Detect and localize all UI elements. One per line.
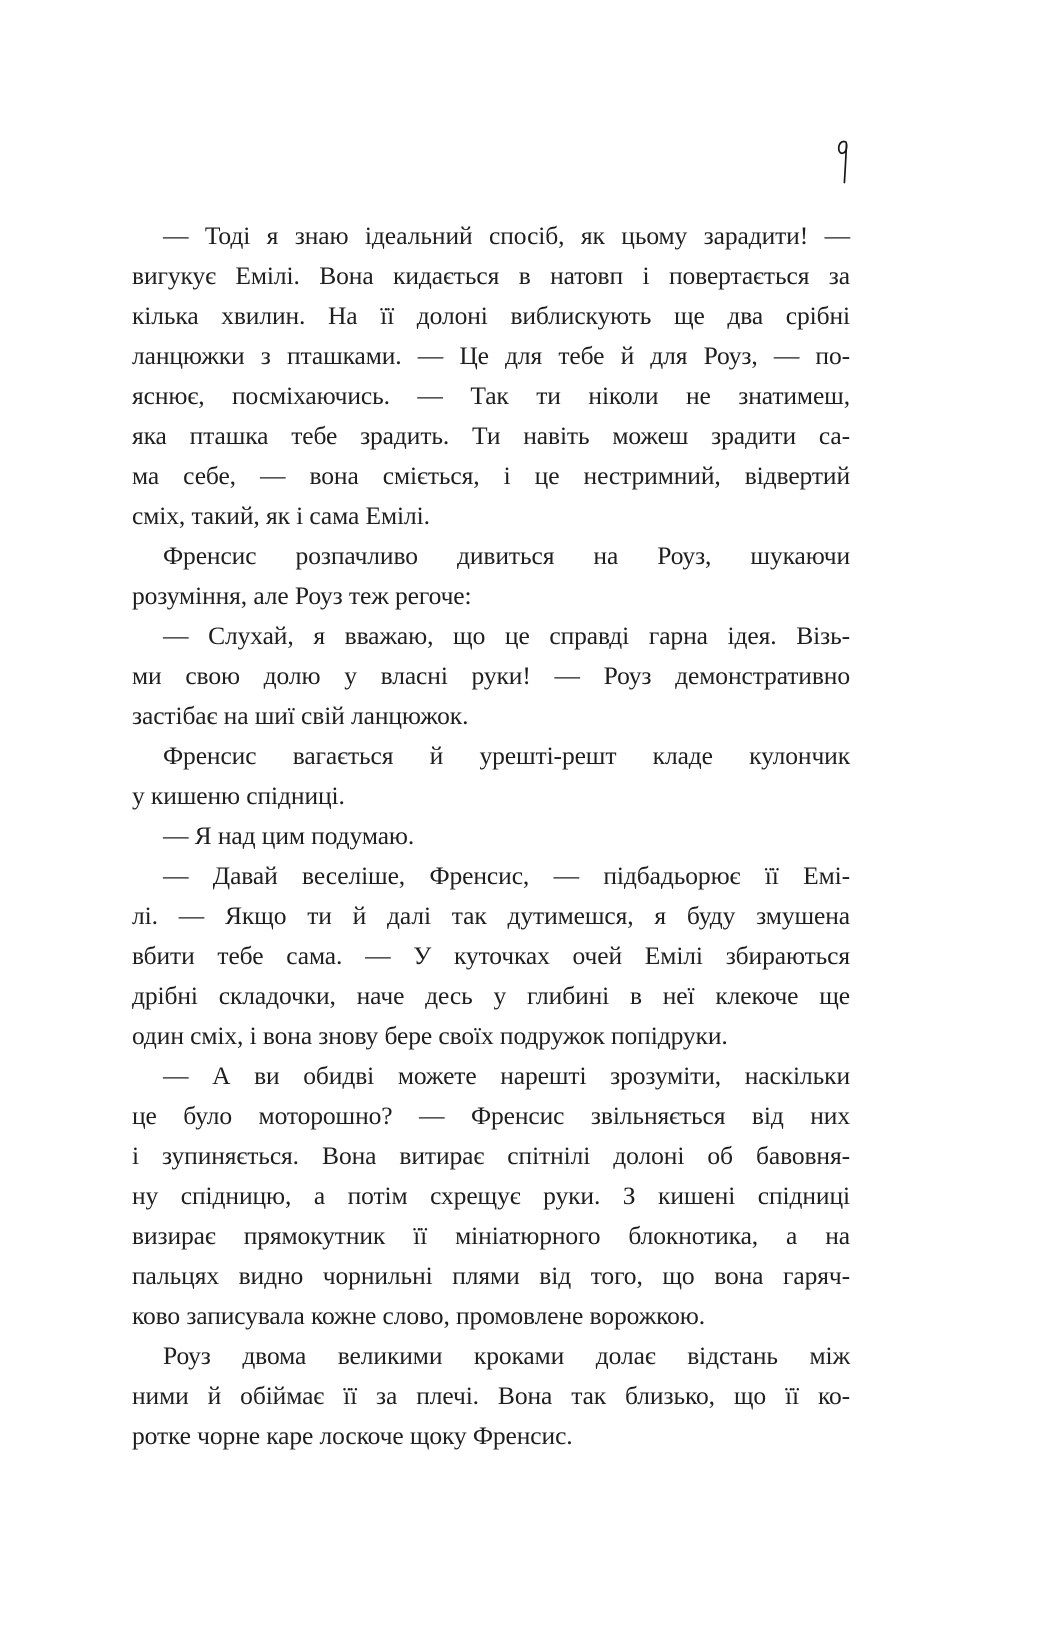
paragraph bbox=[132, 736, 850, 816]
text-line: — Слухай, я вважаю, що це справді гарна ідея. Візь- bbox=[163, 621, 850, 650]
text-line: це було моторошно? — Френсис звільняється від них bbox=[132, 1101, 850, 1130]
text-line: — Тоді я знаю ідеальний спосіб, як цьому зарадити! — bbox=[163, 221, 850, 250]
text-line: кілька хвилин. На її долоні виблискують ще два срібні bbox=[132, 301, 850, 330]
text-line: ково записувала кожне слово, промовлене ворожкою. bbox=[132, 1301, 706, 1330]
text-line: Френсис вагається й урешті-решт кладе кулончик bbox=[163, 741, 850, 770]
paragraph bbox=[132, 216, 850, 536]
paragraph bbox=[132, 616, 850, 736]
text-line: дрібні складочки, наче десь у глибині в неї клекоче ще bbox=[132, 981, 850, 1010]
text-line: ну спідницю, а потім схрещує руки. З кишені спідниці bbox=[132, 1181, 850, 1210]
text-line: ма себе, — вона сміється, і це нестримний, відвертий bbox=[132, 461, 850, 490]
text-line: і зупиняється. Вона витирає спітнілі долоні об бавовня- bbox=[132, 1141, 850, 1170]
paragraph bbox=[132, 816, 850, 856]
text-line: вбити тебе сама. — У куточках очей Емілі збираються bbox=[132, 941, 850, 970]
text-line: пальцях видно чорнильні плями від того, що вона гаряч- bbox=[132, 1261, 850, 1290]
text-line: розуміння, але Роуз теж регоче: bbox=[132, 581, 472, 610]
text-line: у кишеню спідниці. bbox=[132, 781, 345, 810]
text-line: яка пташка тебе зрадить. Ти навіть можеш зрадити са- bbox=[132, 421, 850, 450]
text-line: сміх, такий, як і сама Емілі. bbox=[132, 501, 430, 530]
paragraph bbox=[132, 856, 850, 1056]
text-line: ланцюжки з пташками. — Це для тебе й для Роуз, — по- bbox=[132, 341, 850, 370]
handwritten-nine-glyph bbox=[835, 140, 850, 185]
text-line: лі. — Якщо ти й далі так дутимешся, я буду змушена bbox=[132, 901, 850, 930]
text-line: ротке чорне каре лоскоче щоку Френсис. bbox=[132, 1421, 573, 1450]
text-block bbox=[132, 216, 850, 1456]
text-line: вигукує Емілі. Вона кидається в натовп і повертається за bbox=[132, 261, 850, 290]
text-line: Роуз двома великими кроками долає відстань між bbox=[163, 1341, 850, 1370]
paragraph bbox=[132, 1336, 850, 1456]
text-line: — Я над цим подумаю. bbox=[163, 821, 415, 850]
text-line: визирає прямокутник її мініатюрного блокнотика, а на bbox=[132, 1221, 850, 1250]
text-line: яснює, посміхаючись. — Так ти ніколи не знатимеш, bbox=[132, 381, 850, 410]
page-number bbox=[835, 140, 850, 185]
text-line: ними й обіймає її за плечі. Вона так близько, що її ко- bbox=[132, 1381, 850, 1410]
text-line: застібає на шиї свій ланцюжок. bbox=[132, 701, 469, 730]
text-line: — А ви обидві можете нарешті зрозуміти, наскільки bbox=[163, 1061, 850, 1090]
text-line: один сміх, і вона знову бере своїх подружок попідруки. bbox=[132, 1021, 728, 1050]
paragraph bbox=[132, 536, 850, 616]
text-line: — Давай веселіше, Френсис, — підбадьорює її Емі- bbox=[163, 861, 850, 890]
paragraph bbox=[132, 1056, 850, 1336]
text-line: ми свою долю у власні руки! — Роуз демонстративно bbox=[132, 661, 850, 690]
text-line: Френсис розпачливо дивиться на Роуз, шукаючи bbox=[163, 541, 850, 570]
